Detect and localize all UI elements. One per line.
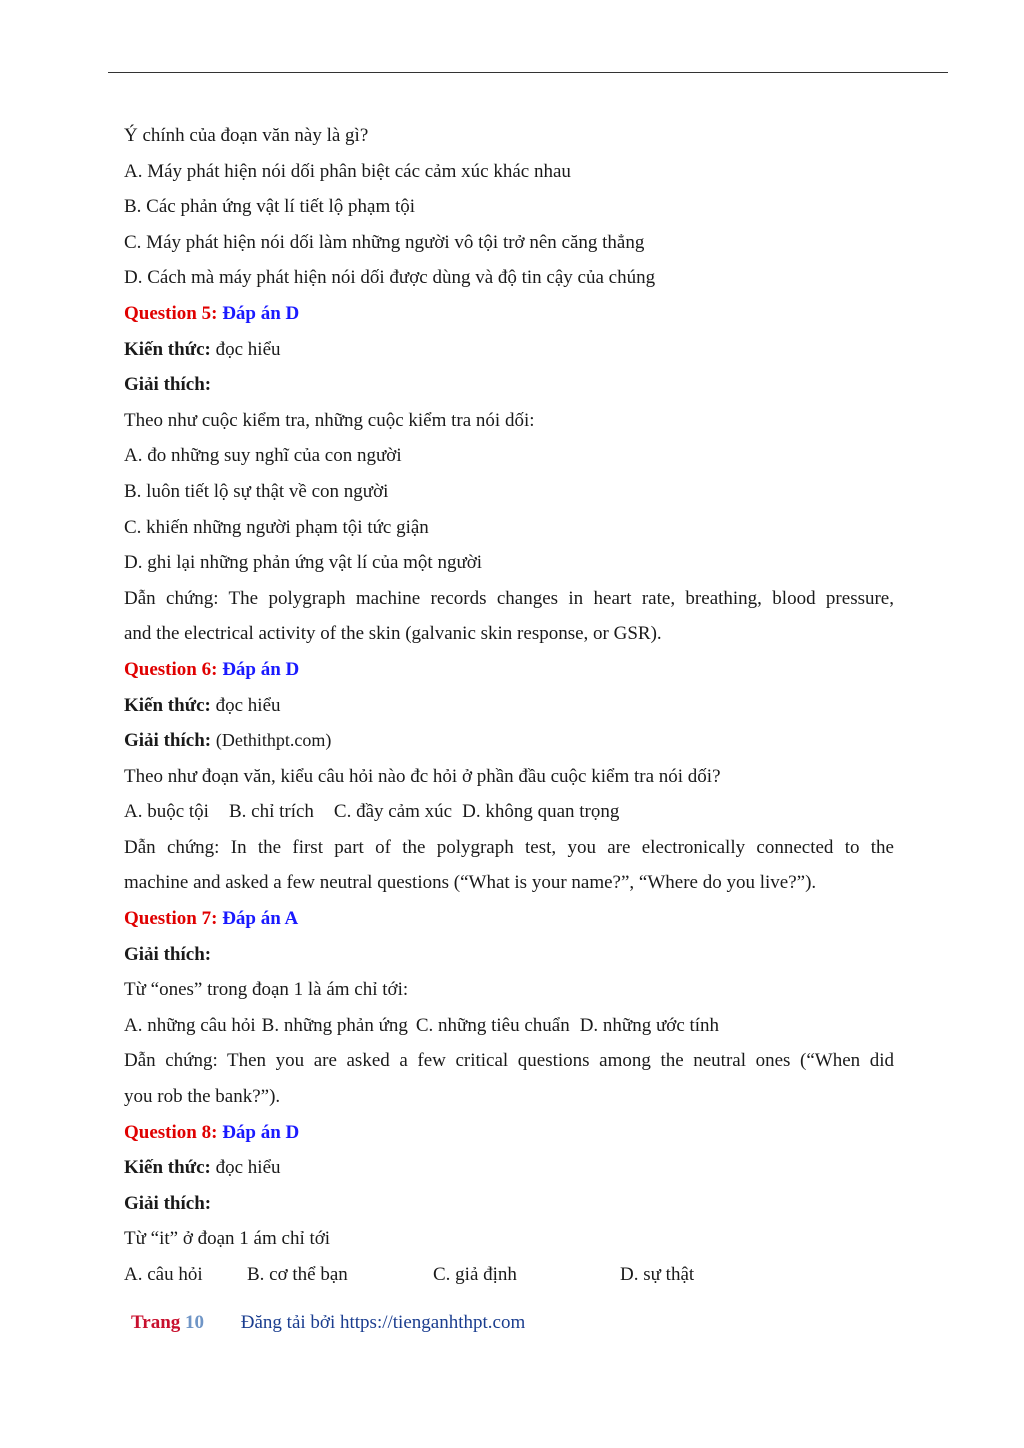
- q8-options: [124, 1257, 894, 1293]
- q8-knowledge-label: Kiến thức:: [124, 1157, 211, 1179]
- q8-knowledge: [124, 1150, 894, 1186]
- intro-option-b: B. Các phản ứng vật lí tiết lộ phạm tội: [124, 196, 416, 218]
- q7-answer: Đáp án A: [222, 908, 299, 930]
- q6-evidence-line2: machine and asked a few neutral questions (“What is your name?”, “Where do you live?”).: [124, 872, 817, 894]
- q7-question: Từ “ones” trong đoạn 1 là ám chỉ tới:: [124, 979, 409, 1001]
- page-number: 10: [185, 1312, 205, 1333]
- q7-option-c: C. những tiêu chuẩn: [415, 1014, 570, 1036]
- q6-options: [124, 794, 894, 830]
- q7-label: Question 7:: [124, 908, 218, 930]
- footer-credit-link[interactable]: Đăng tải bởi https://tienganhthpt.com: [240, 1312, 526, 1333]
- q6-answer: Đáp án D: [222, 658, 300, 680]
- q8-option-a: A. câu hỏi: [124, 1264, 203, 1285]
- q8-option-c: C. giả định: [433, 1264, 517, 1285]
- q5-option-a: A. đo những suy nghĩ của con người: [124, 445, 402, 467]
- q5-option-c: C. khiến những người phạm tội tức giận: [124, 516, 429, 538]
- page-label: Trang: [131, 1312, 181, 1333]
- q5-evidence-line1: Dẫn chứng: The polygraph machine records changes in heart rate, breathing, blood pressure,: [124, 587, 894, 609]
- q8-question: Từ “it” ở đoạn 1 ám chỉ tới: [124, 1228, 331, 1250]
- q8-explain-label: Giải thích:: [124, 1192, 212, 1214]
- header-rule: [108, 72, 948, 73]
- q6-question: Theo như đoạn văn, kiểu câu hỏi nào đc hỏi ở phần đầu cuộc kiểm tra nói dối?: [124, 765, 721, 787]
- q6-evidence-line1: Dẫn chứng: In the first part of the polygraph test, you are electronically connected to the: [124, 836, 894, 858]
- q6-knowledge: [124, 688, 894, 724]
- q6-knowledge-label: Kiến thức:: [124, 694, 211, 716]
- q5-answer: Đáp án D: [222, 302, 300, 324]
- q8-answer: Đáp án D: [222, 1121, 300, 1143]
- q6-option-b: B. chỉ trích: [228, 801, 314, 823]
- q6-explain-label: Giải thích:: [124, 730, 212, 752]
- intro-option-c: C. Máy phát hiện nói dối làm những người vô tội trở nên căng thẳng: [124, 231, 645, 253]
- intro-question: Ý chính của đoạn văn này là gì?: [124, 125, 369, 146]
- document-body: [124, 118, 894, 1293]
- q6-option-a: A. buộc tội: [124, 801, 209, 823]
- q5-evidence-line2: and the electrical activity of the skin (galvanic skin response, or GSR).: [124, 623, 662, 645]
- q6-source: (Dethithpt.com): [215, 730, 332, 751]
- q8-option-b: B. cơ thể bạn: [247, 1264, 348, 1285]
- q5-heading: [124, 296, 894, 332]
- intro-option-d: D. Cách mà máy phát hiện nói dối được dùng và độ tin cậy của chúng: [124, 267, 656, 289]
- q5-knowledge: [124, 332, 894, 368]
- q5-label: Question 5:: [124, 302, 218, 324]
- q7-option-b: B. những phản ứng: [261, 1014, 408, 1036]
- q7-option-d: D. những ước tính: [579, 1014, 720, 1036]
- q8-option-d: D. sự thật: [620, 1264, 695, 1285]
- q5-knowledge-label: Kiến thức:: [124, 338, 211, 360]
- q7-evidence-line2: you rob the bank?”).: [124, 1086, 281, 1108]
- q7-options: [124, 1008, 894, 1044]
- q5-option-b: B. luôn tiết lộ sự thật về con người: [124, 480, 389, 502]
- q7-evidence-line1: Dẫn chứng: Then you are asked a few critical questions among the neutral ones (“When did: [124, 1050, 894, 1072]
- q5-option-d: D. ghi lại những phản ứng vật lí của một người: [124, 552, 483, 574]
- q5-knowledge-value: đọc hiểu: [215, 338, 281, 360]
- q7-heading: [124, 901, 894, 937]
- q6-option-d: D. không quan trọng: [462, 801, 620, 823]
- q8-knowledge-value: đọc hiểu: [215, 1157, 281, 1179]
- q7-option-a: A. những câu hỏi: [124, 1014, 256, 1036]
- q6-option-c: C. đầy cảm xúc: [333, 801, 453, 823]
- q6-knowledge-value: đọc hiểu: [215, 694, 281, 716]
- intro-option-a: A. Máy phát hiện nói dối phân biệt các cảm xúc khác nhau: [124, 160, 571, 182]
- q8-label: Question 8:: [124, 1121, 218, 1143]
- q8-heading: [124, 1115, 894, 1151]
- q6-heading: [124, 652, 894, 688]
- page-footer: [131, 1312, 525, 1334]
- q5-explain-label: Giải thích:: [124, 374, 212, 396]
- q5-question: Theo như cuộc kiểm tra, những cuộc kiểm tra nói dối:: [124, 409, 535, 431]
- q6-label: Question 6:: [124, 658, 218, 680]
- q7-explain-label: Giải thích:: [124, 943, 212, 965]
- q6-explain: [124, 723, 894, 759]
